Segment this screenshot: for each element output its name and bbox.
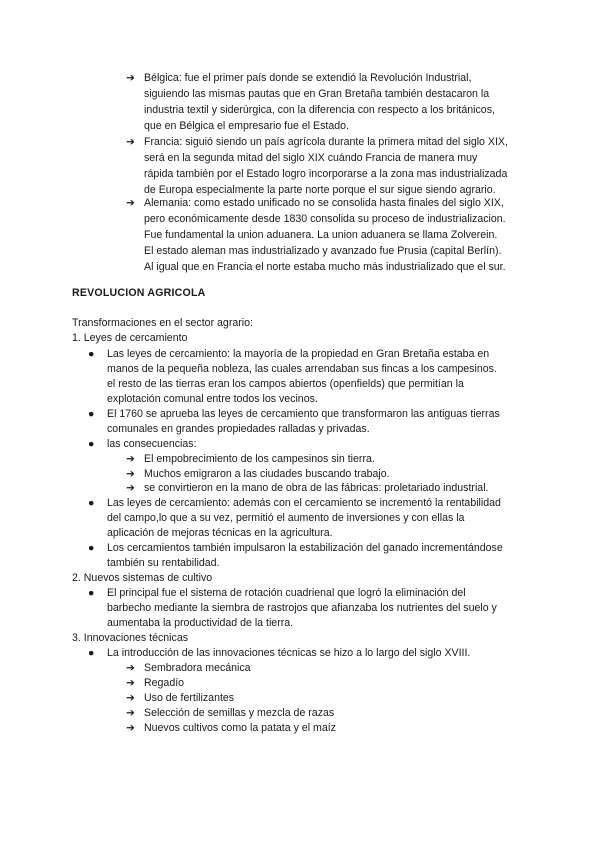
paragraph-line: La introducción de las innovaciones técnicas se hizo a lo largo del siglo XVIII.	[107, 647, 471, 659]
country-belgica-line: que en Bélgica el empresario fue el Estado.	[144, 120, 349, 132]
paragraph-line: aumentaba la productividad de la tierra.	[107, 617, 294, 629]
item-heading-cultivo: 2. Nuevos sistemas de cultivo	[72, 572, 213, 584]
arrow-marker: ➔	[126, 136, 135, 148]
paragraph-line: también su rentabilidad.	[107, 557, 220, 569]
arrow-marker: ➔	[126, 692, 135, 704]
paragraph-line: del campo,lo que a su vez, permitió el aumento de inversiones y con ellas la	[107, 512, 465, 524]
paragraph-line: El 1760 se aprueba las leyes de cercamiento que transformaron las antiguas tierras	[107, 408, 500, 420]
bullet-marker: ●	[88, 542, 95, 554]
paragraph-line: explotación comunal entre todos los vecinos.	[107, 393, 318, 405]
arrow-marker: ➔	[126, 677, 135, 689]
paragraph-line: El principal fue el sistema de rotación cuadrienal que logró la eliminación del	[107, 587, 466, 599]
paragraph-line: manos de la pequeña nobleza, las cuales arrendaban sus fincas a los campesinos.	[107, 363, 497, 375]
country-belgica-line: industria textil y siderúrgica, con la diferencia con respecto a los británicos,	[144, 104, 495, 116]
paragraph-line: el resto de las tierras eran los campos abiertos (openfields) que permitían la	[107, 378, 464, 390]
innovacion-item: Sembradora mecánica	[144, 662, 251, 674]
paragraph-line: comunales en grandes propiedades ralladas y privadas.	[107, 423, 370, 435]
consecuencia-item: Muchos emigraron a las ciudades buscando trabajo.	[144, 468, 390, 480]
section-title: REVOLUCION AGRICOLA	[72, 287, 206, 299]
paragraph-line: Los cercamientos también impulsaron la estabilización del ganado incrementándose	[107, 542, 503, 554]
country-francia-line: será en la segunda mitad del siglo XIX cuándo Francia de manera muy	[144, 152, 478, 164]
innovacion-item: Regadío	[144, 677, 185, 689]
paragraph-line: aplicación de mejoras técnicas en la agricultura.	[107, 527, 333, 539]
country-francia-line: rápida también por el Estado logro incorporarse a la zona mas industrializada	[144, 168, 508, 180]
arrow-marker: ➔	[126, 482, 135, 494]
innovacion-item: Nuevos cultivos como la patata y el maíz	[144, 722, 336, 734]
paragraph-line: las consecuencias:	[107, 438, 197, 450]
item-heading-innovaciones: 3. Innovaciones técnicas	[72, 632, 189, 644]
country-alemania-line: Alemania: como estado unificado no se consolida hasta finales del siglo XIX,	[144, 197, 504, 209]
bullet-marker: ●	[88, 587, 95, 599]
intro-text: Transformaciones en el sector agrario:	[72, 317, 253, 329]
arrow-marker: ➔	[126, 662, 135, 674]
country-alemania-line: El estado aleman mas industrializado y avanzado fue Prusia (capital Berlín).	[144, 245, 502, 257]
bullet-marker: ●	[88, 348, 95, 360]
arrow-marker: ➔	[126, 453, 135, 465]
country-francia-line: de Europa especialmente la parte norte porque el sur sigue siendo agrario.	[144, 184, 496, 196]
consecuencia-item: El empobrecimiento de los campesinos sin tierra.	[144, 453, 375, 465]
arrow-marker: ➔	[126, 72, 135, 84]
bullet-marker: ●	[88, 497, 95, 509]
bullet-marker: ●	[88, 438, 95, 450]
innovacion-item: Uso de fertilizantes	[144, 692, 235, 704]
paragraph-line: Las leyes de cercamiento: la mayoría de la propiedad en Gran Bretaña estaba en	[107, 348, 490, 360]
bullet-marker: ●	[88, 408, 95, 420]
country-belgica-line: siguiendo las mismas pautas que en Gran Bretaña también destacaron la	[144, 88, 490, 100]
country-belgica-line: Bélgica: fue el primer país donde se extendió la Revolución Industrial,	[144, 72, 472, 84]
country-alemania-line: pero económicamente desde 1830 consolida su proceso de industrializacion.	[144, 213, 506, 225]
innovacion-item: Selección de semillas y mezcla de razas	[144, 707, 335, 719]
consecuencia-item: se convirtieron en la mano de obra de las fábricas: proletariado industrial.	[144, 482, 489, 494]
paragraph-line: barbecho mediante la siembra de rastrojos que afianzaba los nutrientes del suelo y	[107, 602, 497, 614]
arrow-marker: ➔	[126, 722, 135, 734]
country-alemania-line: Fue fundamental la union aduanera. La union aduanera se llama Zolverein.	[144, 229, 498, 241]
paragraph-line: Las leyes de cercamiento: además con el cercamiento se incrementó la rentabilidad	[107, 497, 501, 509]
arrow-marker: ➔	[126, 707, 135, 719]
country-alemania-line: Al igual que en Francia el norte estaba mucho más industrializado que el sur.	[144, 261, 506, 273]
item-heading-leyes: 1. Leyes de cercamiento	[72, 332, 188, 344]
country-francia-line: Francia: siguió siendo un país agrícola durante la primera mitad del siglo XIX,	[144, 136, 508, 148]
arrow-marker: ➔	[126, 197, 135, 209]
arrow-marker: ➔	[126, 468, 135, 480]
bullet-marker: ●	[88, 647, 95, 659]
